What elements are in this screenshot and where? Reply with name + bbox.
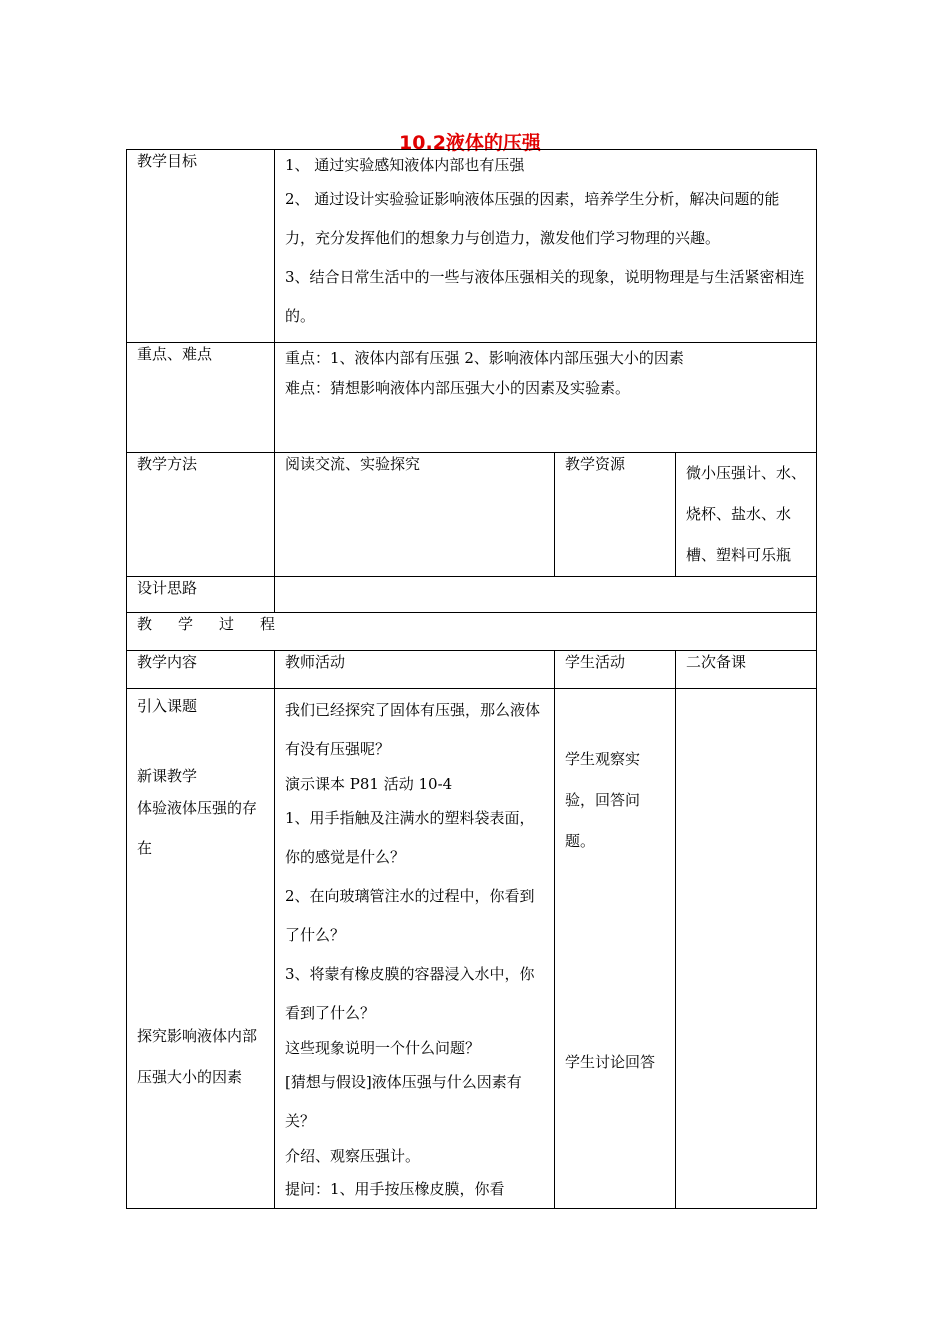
content-column — [127, 689, 275, 1209]
student-discuss: 学生讨论回答 — [565, 1053, 656, 1071]
teacher-line-1: 我们已经探究了固体有压强，那么液体有没有压强呢？ — [285, 701, 541, 758]
content-explore: 探究影响液体内部压强大小的因素 — [137, 1027, 258, 1086]
key-points-content — [275, 343, 817, 453]
col-student-header: 学生活动 — [555, 651, 676, 689]
teacher-line-7: [猜想与假设]液体压强与什么因素有关？ — [285, 1073, 522, 1130]
second-prep-column — [676, 689, 817, 1209]
key-points-label: 重点、难点 — [127, 343, 275, 453]
lesson-plan-table — [126, 149, 817, 1209]
key-points-row — [127, 343, 817, 453]
objectives-row — [127, 150, 817, 343]
objective-item-2: 2、 通过设计实验验证影响液体压强的因素，培养学生分析，解决问题的能力，充分发挥他们的想象力与创造力，激发他们学习物理的兴趣。 — [285, 190, 780, 247]
process-header: 教学过程 — [127, 613, 817, 651]
key-difficulty: 难点：猜想影响液体内部压强大小的因素及实验素。 — [285, 379, 631, 397]
content-experience: 体验液体压强的存在 — [137, 799, 258, 857]
objectives-label: 教学目标 — [127, 150, 275, 343]
student-column — [555, 689, 676, 1209]
design-label: 设计思路 — [127, 577, 275, 613]
teacher-line-6: 这些现象说明一个什么问题？ — [285, 1039, 481, 1057]
page-title: 10.2液体的压强 — [399, 132, 541, 154]
content-intro: 引入课题 — [137, 697, 198, 715]
process-header-row — [127, 613, 817, 651]
design-value — [275, 577, 817, 613]
col-teacher-header: 教师活动 — [275, 651, 555, 689]
teacher-line-3: 1、用手指触及注满水的塑料袋表面，你的感觉是什么？ — [285, 809, 535, 866]
method-label: 教学方法 — [127, 453, 275, 577]
teacher-line-5: 3、将蒙有橡皮膜的容器浸入水中，你看到了什么？ — [285, 965, 535, 1022]
col-content-header: 教学内容 — [127, 651, 275, 689]
process-body-row — [127, 689, 817, 1209]
objective-item-1: 1、 通过实验感知液体内部也有压强 — [285, 156, 525, 174]
objective-item-3: 3、结合日常生活中的一些与液体压强相关的现象，说明物理是与生活紧密相连的。 — [285, 268, 805, 325]
teacher-column — [275, 689, 555, 1209]
design-row — [127, 577, 817, 613]
teacher-line-2: 演示课本 P81 活动 10-4 — [285, 775, 453, 793]
teacher-line-8: 介绍、观察压强计。 — [285, 1147, 421, 1165]
teacher-line-4: 2、在向玻璃管注水的过程中，你看到了什么？ — [285, 887, 535, 944]
resources-value: 微小压强计、水、烧杯、盐水、水槽、塑料可乐瓶 — [676, 453, 817, 577]
col-second-header: 二次备课 — [676, 651, 817, 689]
method-row — [127, 453, 817, 577]
teacher-line-9: 提问：1、用手按压橡皮膜，你看 — [285, 1180, 505, 1198]
resources-label: 教学资源 — [555, 453, 676, 577]
method-value: 阅读交流、实验探究 — [275, 453, 555, 577]
column-header-row — [127, 651, 817, 689]
student-observe: 学生观察实验，回答问题。 — [565, 750, 641, 850]
content-new-lesson: 新课教学 — [137, 767, 198, 785]
key-focus: 重点：1、液体内部有压强 2、影响液体内部压强大小的因素 — [285, 349, 684, 367]
objectives-content — [275, 150, 817, 343]
